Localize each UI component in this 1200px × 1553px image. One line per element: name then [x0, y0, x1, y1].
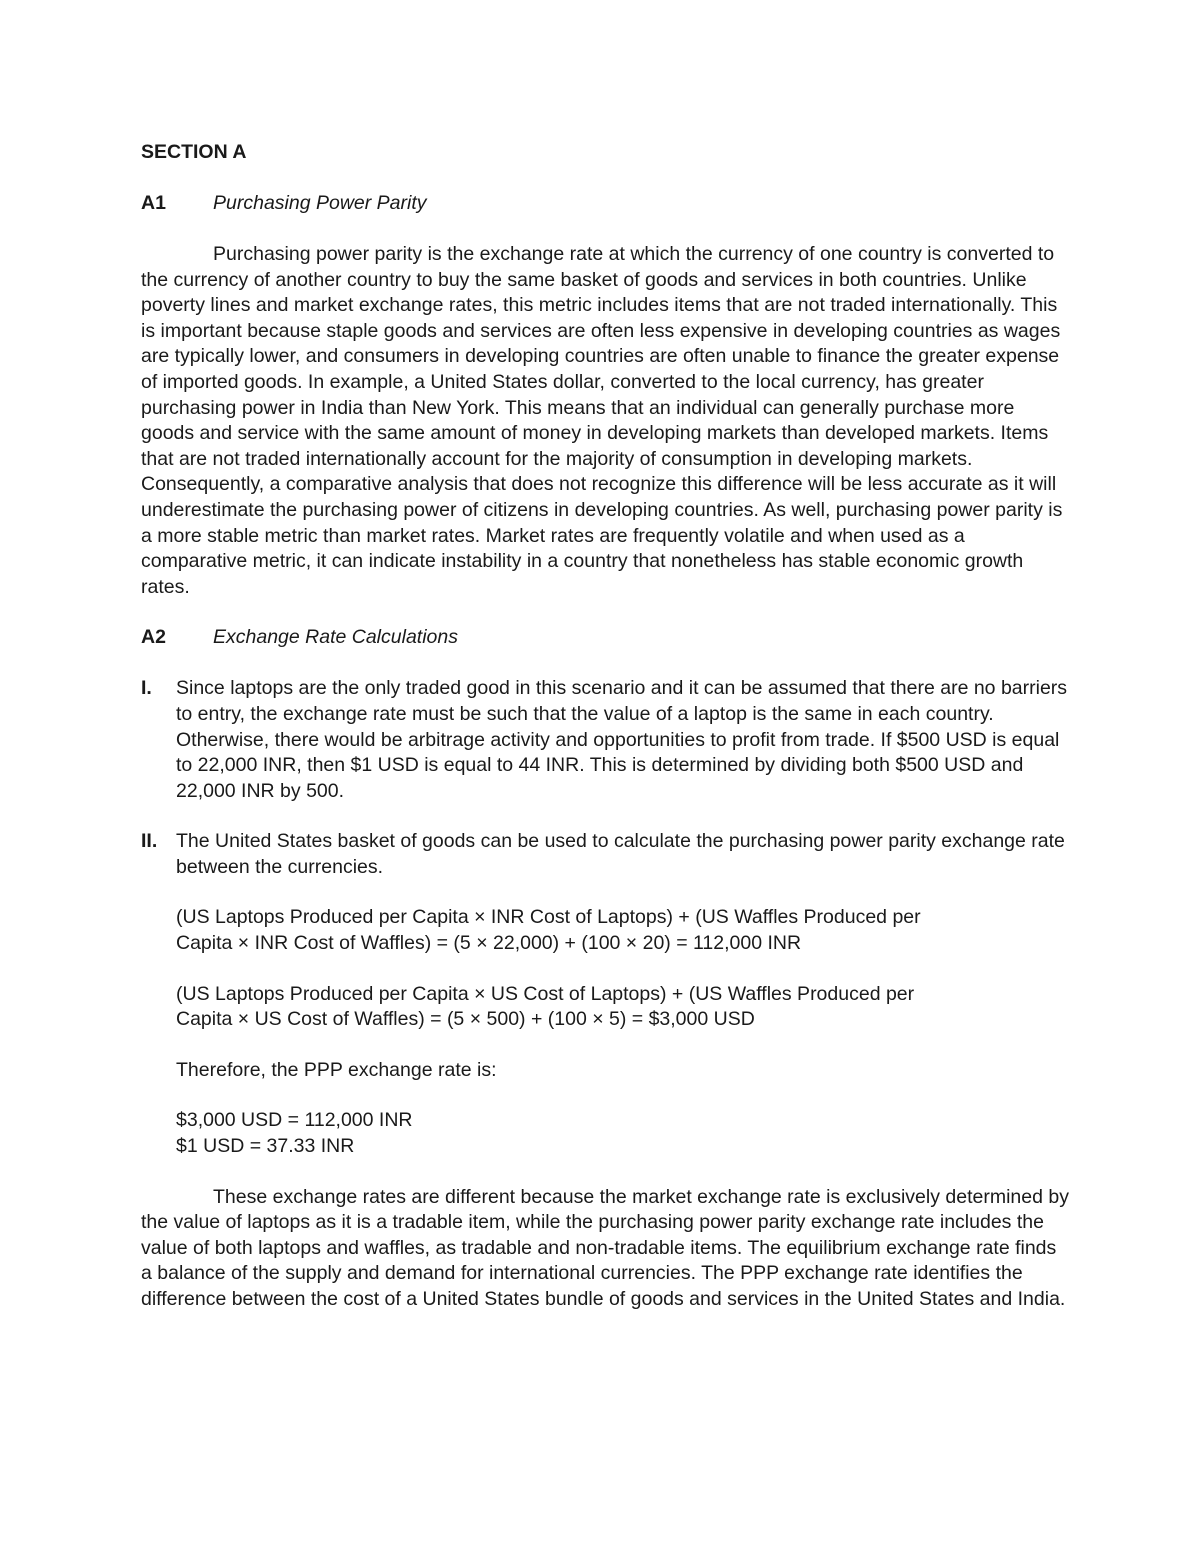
formula-usd-line-1: (US Laptops Produced per Capita × US Cost of Laptops) + (US Waffles Produced per: [176, 982, 915, 1005]
formula-usd-line-2: Capita × US Cost of Waffles) = (5 × 500) + (100 × 5) = $3,000 USD: [176, 1008, 755, 1031]
a2-heading: [141, 625, 1071, 651]
ppp-rate-line-1: $3,000 USD = 112,000 INR: [176, 1109, 413, 1132]
therefore-statement: Therefore, the PPP exchange rate is:: [176, 1058, 497, 1081]
a2-number: A2: [141, 626, 166, 649]
item-2-numeral: II.: [141, 830, 158, 853]
a2-item-1: [141, 676, 1071, 804]
document-page: [141, 140, 1071, 1313]
item-1-numeral: I.: [141, 677, 152, 700]
a1-paragraph: Purchasing power parity is the exchange rate at which the currency of one country is converted to the currency of another country to buy the same basket of goods and services in both countries. Unlike poverty lines and market exchange rates, this metric includes items that are not traded internationally. This is important because staple goods and services are often less expensive in developing countries as wages are typically lower, and consumers in developing countries are often unable to finance the greater expense of imported goods. In example, a United States dollar, converted to the local currency, has greater purchasing power in India than New York. This means that an individual can generally purchase more goods and service with the same amount of money in developing markets than developed markets. Items that are not traded internationally account for the majority of consumption in developing markets. Consequently, a comparative analysis that does not recognize this difference will be less accurate as it will underestimate the purchasing power of citizens in developing countries. As well, purchasing power parity is a more stable metric than market rates. Market rates are frequently volatile and when used as a comparative metric, it can indicate instability in a country that nonetheless has stable economic growth rates.: [141, 243, 1063, 598]
formula-usd: [176, 982, 1071, 1033]
item-2-text: The United States basket of goods can be used to calculate the purchasing power parity exchange rate between the currencies.: [176, 830, 1065, 878]
a2-item-2: [141, 829, 1071, 880]
section-title: SECTION A: [141, 141, 247, 163]
a1-title: Purchasing Power Parity: [213, 192, 427, 214]
conclusion-paragraph: These exchange rates are different because the market exchange rate is exclusively determined by the value of laptops as it is a tradable item, while the purchasing power parity exchange rate includes the value of both laptops and waffles, as tradable and non-tradable items. The equilibrium exchange rate finds a balance of the supply and demand for international currencies. The PPP exchange rate identifies the difference between the cost of a United States bundle of goods and services in the United States and India.: [141, 1185, 1069, 1310]
item-1-text: Since laptops are the only traded good in this scenario and it can be assumed that there are no barriers to entry, the exchange rate must be such that the value of a laptop is the same in each country. Otherwise, there would be arbitrage activity and opportunities to profit from trade. If $500 USD is equal to 22,000 INR, then $1 USD is equal to 44 INR. This is determined by dividing both $500 USD and 22,000 INR by 500.: [176, 677, 1068, 802]
ppp-rate-line-2: $1 USD = 37.33 INR: [176, 1135, 355, 1158]
formula-inr-line-1: (US Laptops Produced per Capita × INR Cost of Laptops) + (US Waffles Produced per: [176, 906, 921, 929]
a2-title: Exchange Rate Calculations: [213, 626, 458, 649]
a1-number: A1: [141, 192, 166, 214]
ppp-rate: [176, 1108, 1071, 1159]
formula-inr-line-2: Capita × INR Cost of Waffles) = (5 × 22,000) + (100 × 20) = 112,000 INR: [176, 932, 802, 955]
formula-inr: [176, 905, 1071, 956]
a1-heading: [141, 191, 1071, 217]
